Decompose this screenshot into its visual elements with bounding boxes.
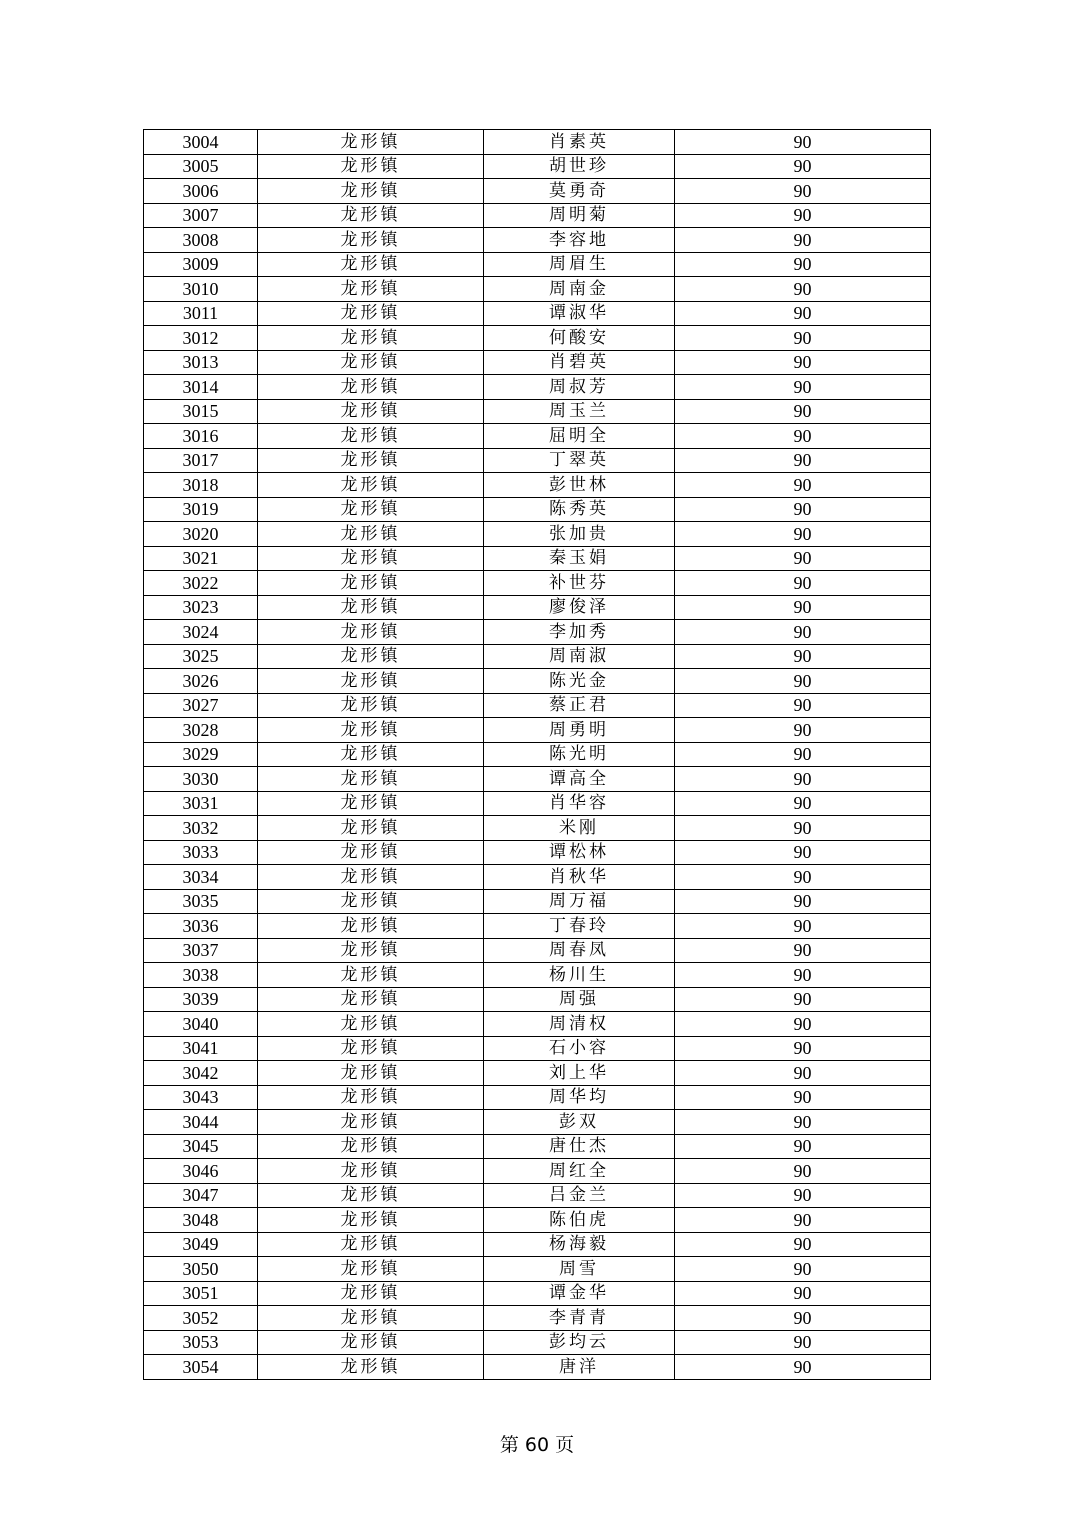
cell-town: 龙形镇	[258, 252, 484, 277]
table-row	[144, 252, 931, 277]
cell-town: 龙形镇	[258, 326, 484, 351]
table-row	[144, 350, 931, 375]
cell-town: 龙形镇	[258, 497, 484, 522]
table-row	[144, 424, 931, 449]
cell-name: 刘上华	[484, 1061, 675, 1086]
cell-score: 90	[675, 375, 931, 400]
cell-town: 龙形镇	[258, 1134, 484, 1159]
cell-name: 吕金兰	[484, 1183, 675, 1208]
cell-number: 3046	[144, 1159, 258, 1184]
table-row	[144, 448, 931, 473]
cell-score: 90	[675, 546, 931, 571]
table-row	[144, 473, 931, 498]
cell-name: 唐洋	[484, 1355, 675, 1380]
cell-score: 90	[675, 987, 931, 1012]
table-row	[144, 1232, 931, 1257]
cell-number: 3004	[144, 130, 258, 155]
cell-score: 90	[675, 179, 931, 204]
cell-number: 3006	[144, 179, 258, 204]
cell-number: 3032	[144, 816, 258, 841]
table-row	[144, 840, 931, 865]
cell-name: 胡世珍	[484, 154, 675, 179]
cell-number: 3012	[144, 326, 258, 351]
cell-number: 3043	[144, 1085, 258, 1110]
cell-number: 3053	[144, 1330, 258, 1355]
cell-score: 90	[675, 1208, 931, 1233]
cell-score: 90	[675, 1110, 931, 1135]
cell-number: 3009	[144, 252, 258, 277]
cell-town: 龙形镇	[258, 620, 484, 645]
page-number: 第 60 页	[499, 1434, 575, 1456]
cell-town: 龙形镇	[258, 987, 484, 1012]
table-row	[144, 865, 931, 890]
cell-number: 3023	[144, 595, 258, 620]
cell-name: 杨川生	[484, 963, 675, 988]
cell-number: 3040	[144, 1012, 258, 1037]
table-row	[144, 620, 931, 645]
table-row	[144, 791, 931, 816]
cell-name: 陈伯虎	[484, 1208, 675, 1233]
cell-score: 90	[675, 1355, 931, 1380]
cell-score: 90	[675, 1281, 931, 1306]
cell-town: 龙形镇	[258, 571, 484, 596]
cell-score: 90	[675, 938, 931, 963]
cell-name: 周眉生	[484, 252, 675, 277]
cell-score: 90	[675, 1134, 931, 1159]
cell-name: 周强	[484, 987, 675, 1012]
cell-number: 3005	[144, 154, 258, 179]
table-row	[144, 914, 931, 939]
cell-town: 龙形镇	[258, 742, 484, 767]
cell-name: 肖素英	[484, 130, 675, 155]
cell-number: 3039	[144, 987, 258, 1012]
cell-number: 3051	[144, 1281, 258, 1306]
table-row	[144, 1036, 931, 1061]
cell-score: 90	[675, 620, 931, 645]
table-row	[144, 1355, 931, 1380]
cell-score: 90	[675, 424, 931, 449]
table-row	[144, 1012, 931, 1037]
table-row	[144, 938, 931, 963]
cell-name: 肖秋华	[484, 865, 675, 890]
cell-score: 90	[675, 595, 931, 620]
cell-number: 3034	[144, 865, 258, 890]
table-row	[144, 301, 931, 326]
cell-town: 龙形镇	[258, 791, 484, 816]
data-table	[143, 129, 931, 1380]
cell-town: 龙形镇	[258, 424, 484, 449]
cell-town: 龙形镇	[258, 1257, 484, 1282]
cell-name: 周春凤	[484, 938, 675, 963]
cell-name: 肖华容	[484, 791, 675, 816]
table-row	[144, 1134, 931, 1159]
cell-town: 龙形镇	[258, 963, 484, 988]
cell-number: 3045	[144, 1134, 258, 1159]
cell-town: 龙形镇	[258, 1061, 484, 1086]
cell-number: 3047	[144, 1183, 258, 1208]
table-row	[144, 1159, 931, 1184]
cell-name: 何酸安	[484, 326, 675, 351]
cell-town: 龙形镇	[258, 718, 484, 743]
table-row	[144, 1110, 931, 1135]
cell-town: 龙形镇	[258, 1183, 484, 1208]
cell-score: 90	[675, 669, 931, 694]
cell-name: 谭松林	[484, 840, 675, 865]
cell-name: 彭世林	[484, 473, 675, 498]
cell-score: 90	[675, 1330, 931, 1355]
cell-score: 90	[675, 1257, 931, 1282]
cell-number: 3017	[144, 448, 258, 473]
cell-town: 龙形镇	[258, 350, 484, 375]
cell-score: 90	[675, 693, 931, 718]
cell-score: 90	[675, 865, 931, 890]
cell-name: 周万福	[484, 889, 675, 914]
cell-name: 周红全	[484, 1159, 675, 1184]
table-row	[144, 130, 931, 155]
cell-town: 龙形镇	[258, 840, 484, 865]
cell-number: 3050	[144, 1257, 258, 1282]
table-row	[144, 1208, 931, 1233]
table-row	[144, 1306, 931, 1331]
table-row	[144, 693, 931, 718]
cell-town: 龙形镇	[258, 1085, 484, 1110]
cell-number: 3021	[144, 546, 258, 571]
table-row	[144, 742, 931, 767]
cell-name: 周叔芳	[484, 375, 675, 400]
cell-name: 李容地	[484, 228, 675, 253]
cell-town: 龙形镇	[258, 767, 484, 792]
cell-score: 90	[675, 326, 931, 351]
cell-number: 3038	[144, 963, 258, 988]
cell-town: 龙形镇	[258, 522, 484, 547]
cell-town: 龙形镇	[258, 889, 484, 914]
cell-number: 3031	[144, 791, 258, 816]
table-row	[144, 203, 931, 228]
cell-number: 3052	[144, 1306, 258, 1331]
cell-town: 龙形镇	[258, 669, 484, 694]
cell-score: 90	[675, 154, 931, 179]
table-body	[144, 130, 931, 1380]
cell-name: 丁翠英	[484, 448, 675, 473]
cell-town: 龙形镇	[258, 375, 484, 400]
cell-town: 龙形镇	[258, 179, 484, 204]
cell-score: 90	[675, 130, 931, 155]
cell-name: 米刚	[484, 816, 675, 841]
cell-name: 谭高全	[484, 767, 675, 792]
cell-name: 莫勇奇	[484, 179, 675, 204]
cell-number: 3026	[144, 669, 258, 694]
table-row	[144, 179, 931, 204]
cell-number: 3035	[144, 889, 258, 914]
table-row	[144, 497, 931, 522]
cell-score: 90	[675, 473, 931, 498]
cell-score: 90	[675, 1159, 931, 1184]
cell-town: 龙形镇	[258, 448, 484, 473]
cell-town: 龙形镇	[258, 399, 484, 424]
cell-town: 龙形镇	[258, 546, 484, 571]
table-row	[144, 1061, 931, 1086]
cell-name: 陈光金	[484, 669, 675, 694]
cell-name: 周明菊	[484, 203, 675, 228]
cell-number: 3029	[144, 742, 258, 767]
cell-town: 龙形镇	[258, 938, 484, 963]
cell-number: 3025	[144, 644, 258, 669]
cell-town: 龙形镇	[258, 816, 484, 841]
cell-number: 3033	[144, 840, 258, 865]
cell-town: 龙形镇	[258, 1355, 484, 1380]
cell-number: 3011	[144, 301, 258, 326]
cell-number: 3019	[144, 497, 258, 522]
cell-number: 3044	[144, 1110, 258, 1135]
cell-score: 90	[675, 889, 931, 914]
cell-name: 李青青	[484, 1306, 675, 1331]
cell-score: 90	[675, 963, 931, 988]
cell-name: 彭双	[484, 1110, 675, 1135]
cell-number: 3054	[144, 1355, 258, 1380]
cell-score: 90	[675, 767, 931, 792]
cell-name: 周华均	[484, 1085, 675, 1110]
table-row	[144, 1183, 931, 1208]
cell-number: 3018	[144, 473, 258, 498]
cell-score: 90	[675, 350, 931, 375]
cell-name: 石小容	[484, 1036, 675, 1061]
cell-town: 龙形镇	[258, 130, 484, 155]
table-row	[144, 154, 931, 179]
cell-number: 3028	[144, 718, 258, 743]
table-row	[144, 816, 931, 841]
cell-score: 90	[675, 840, 931, 865]
table-row	[144, 522, 931, 547]
cell-town: 龙形镇	[258, 1012, 484, 1037]
cell-town: 龙形镇	[258, 595, 484, 620]
cell-name: 李加秀	[484, 620, 675, 645]
cell-number: 3007	[144, 203, 258, 228]
cell-number: 3020	[144, 522, 258, 547]
cell-number: 3014	[144, 375, 258, 400]
cell-number: 3010	[144, 277, 258, 302]
cell-name: 周清权	[484, 1012, 675, 1037]
cell-name: 周雪	[484, 1257, 675, 1282]
cell-number: 3037	[144, 938, 258, 963]
table-row	[144, 228, 931, 253]
cell-score: 90	[675, 742, 931, 767]
cell-name: 张加贵	[484, 522, 675, 547]
cell-name: 秦玉娟	[484, 546, 675, 571]
cell-town: 龙形镇	[258, 644, 484, 669]
cell-score: 90	[675, 203, 931, 228]
cell-name: 杨海毅	[484, 1232, 675, 1257]
cell-score: 90	[675, 791, 931, 816]
cell-score: 90	[675, 914, 931, 939]
table-row	[144, 375, 931, 400]
cell-town: 龙形镇	[258, 1281, 484, 1306]
cell-town: 龙形镇	[258, 1159, 484, 1184]
cell-name: 蔡正君	[484, 693, 675, 718]
table-row	[144, 399, 931, 424]
cell-number: 3013	[144, 350, 258, 375]
cell-score: 90	[675, 228, 931, 253]
cell-score: 90	[675, 277, 931, 302]
cell-name: 丁春玲	[484, 914, 675, 939]
table-row	[144, 1281, 931, 1306]
cell-score: 90	[675, 718, 931, 743]
table-row	[144, 718, 931, 743]
cell-score: 90	[675, 816, 931, 841]
cell-town: 龙形镇	[258, 693, 484, 718]
cell-number: 3024	[144, 620, 258, 645]
cell-score: 90	[675, 1183, 931, 1208]
table-row	[144, 546, 931, 571]
cell-name: 周南淑	[484, 644, 675, 669]
cell-number: 3042	[144, 1061, 258, 1086]
cell-town: 龙形镇	[258, 277, 484, 302]
cell-town: 龙形镇	[258, 1208, 484, 1233]
table-row	[144, 1330, 931, 1355]
cell-name: 周南金	[484, 277, 675, 302]
cell-score: 90	[675, 1085, 931, 1110]
table-row	[144, 326, 931, 351]
cell-score: 90	[675, 1061, 931, 1086]
cell-town: 龙形镇	[258, 1306, 484, 1331]
cell-name: 陈光明	[484, 742, 675, 767]
cell-score: 90	[675, 252, 931, 277]
cell-name: 周勇明	[484, 718, 675, 743]
cell-name: 肖碧英	[484, 350, 675, 375]
cell-town: 龙形镇	[258, 1036, 484, 1061]
table-row	[144, 644, 931, 669]
cell-town: 龙形镇	[258, 154, 484, 179]
table-row	[144, 595, 931, 620]
cell-town: 龙形镇	[258, 865, 484, 890]
cell-name: 谭金华	[484, 1281, 675, 1306]
cell-name: 屈明全	[484, 424, 675, 449]
cell-number: 3041	[144, 1036, 258, 1061]
cell-town: 龙形镇	[258, 1232, 484, 1257]
table-row	[144, 669, 931, 694]
table-row	[144, 963, 931, 988]
table-row	[144, 277, 931, 302]
cell-name: 补世芬	[484, 571, 675, 596]
cell-name: 廖俊泽	[484, 595, 675, 620]
cell-name: 彭均云	[484, 1330, 675, 1355]
cell-town: 龙形镇	[258, 914, 484, 939]
cell-score: 90	[675, 571, 931, 596]
cell-score: 90	[675, 522, 931, 547]
cell-town: 龙形镇	[258, 1330, 484, 1355]
cell-town: 龙形镇	[258, 473, 484, 498]
cell-town: 龙形镇	[258, 228, 484, 253]
cell-score: 90	[675, 448, 931, 473]
cell-town: 龙形镇	[258, 301, 484, 326]
cell-score: 90	[675, 497, 931, 522]
cell-number: 3049	[144, 1232, 258, 1257]
cell-score: 90	[675, 399, 931, 424]
cell-town: 龙形镇	[258, 203, 484, 228]
cell-score: 90	[675, 1232, 931, 1257]
cell-score: 90	[675, 301, 931, 326]
cell-score: 90	[675, 1012, 931, 1037]
cell-number: 3022	[144, 571, 258, 596]
cell-name: 唐仕杰	[484, 1134, 675, 1159]
cell-score: 90	[675, 1036, 931, 1061]
cell-score: 90	[675, 1306, 931, 1331]
cell-name: 谭淑华	[484, 301, 675, 326]
cell-number: 3027	[144, 693, 258, 718]
table-row	[144, 1085, 931, 1110]
cell-number: 3030	[144, 767, 258, 792]
table-row	[144, 1257, 931, 1282]
table-row	[144, 767, 931, 792]
cell-number: 3008	[144, 228, 258, 253]
cell-number: 3016	[144, 424, 258, 449]
cell-town: 龙形镇	[258, 1110, 484, 1135]
cell-number: 3015	[144, 399, 258, 424]
cell-score: 90	[675, 644, 931, 669]
cell-number: 3036	[144, 914, 258, 939]
cell-name: 周玉兰	[484, 399, 675, 424]
table-row	[144, 987, 931, 1012]
cell-number: 3048	[144, 1208, 258, 1233]
table-row	[144, 571, 931, 596]
table-row	[144, 889, 931, 914]
cell-name: 陈秀英	[484, 497, 675, 522]
